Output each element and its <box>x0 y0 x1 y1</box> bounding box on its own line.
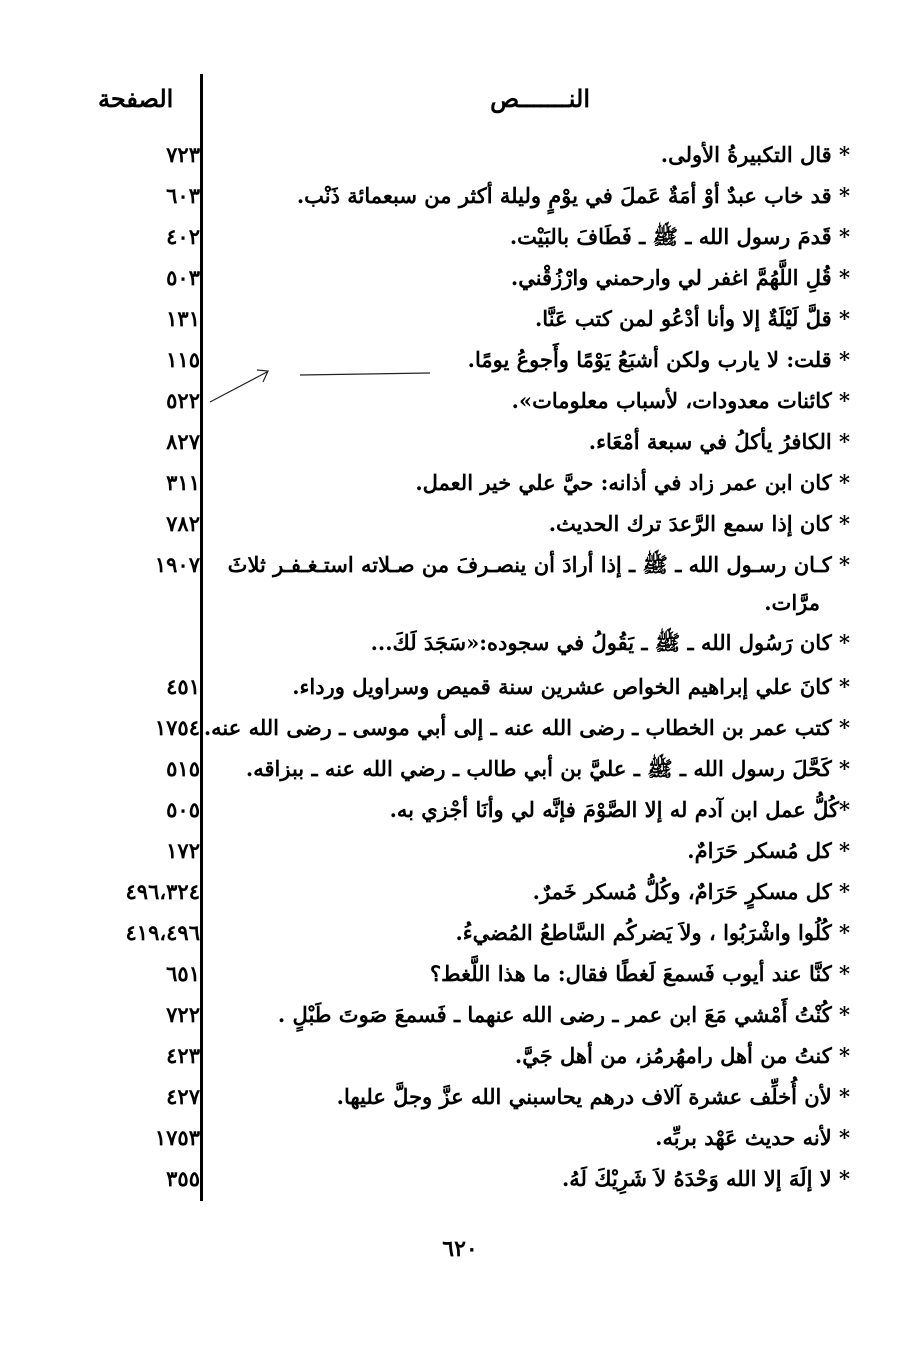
entry-text: * كُلُوا واشْرَبُوا ، ولاَ يَضركُم السَّاطعُ المُضيءُ. <box>455 920 850 945</box>
entry-text: * قَدمَ رسول الله ـ ﷺ ـ فَطَافَ بالبَيْت. <box>509 224 850 249</box>
index-entry <box>0 468 920 508</box>
index-entry <box>0 140 920 180</box>
entry-text: * كان إذا سمع الرَّعدَ ترك الحديث. <box>548 511 850 536</box>
entry-text: * الكافرُ يأكلُ في سبعة أمْعَاء. <box>588 429 850 454</box>
entry-text: * كـان رسـول الله ـ ﷺ ـ إذا أرادَ أن ينصـرفَ من صـلاته استـغـفـر ثلاثَ <box>227 552 850 577</box>
index-entry <box>0 1041 920 1081</box>
entry-page: ١٧٢ <box>166 838 200 863</box>
entry-page: ٧٨٢ <box>166 511 200 536</box>
entry-text: * كان رَسُول الله ـ ﷺ ـ يَقُولُ في سجوده:«سَجَدَ لَكَ... <box>370 630 850 655</box>
entry-text: * كُنْتُ أَمْشي مَعَ ابن عمر ـ رضى الله عنهما ـ فَسمعَ صَوتَ طَبْلٍ . <box>277 1002 850 1027</box>
entry-page: ٦٥١ <box>166 961 200 986</box>
entry-page: ٤١٩،٤٩٦ <box>125 920 200 945</box>
index-entry <box>0 754 920 794</box>
index-entry <box>0 222 920 262</box>
entry-text: * لأنه حديث عَهْد بربِّه. <box>655 1125 850 1150</box>
entry-text: * كانَ علي إبراهيم الخواص عشرين سنة قميص وسراويل ورداء. <box>292 674 850 699</box>
index-entry <box>0 345 920 385</box>
handwritten-arrow-mark <box>205 360 445 410</box>
entry-text: * لا إلَهَ إلا الله وَحْدَهُ لاَ شَرِيْكَ لَهُ. <box>561 1166 850 1191</box>
entry-page: ٥١٥ <box>166 756 200 781</box>
index-entry <box>0 1123 920 1163</box>
index-entry <box>0 918 920 958</box>
entry-page: ٥٢٢ <box>166 388 200 413</box>
page-column-header: الصفحة <box>98 84 174 113</box>
index-entry <box>0 550 920 590</box>
index-entry <box>0 427 920 467</box>
entry-text: * كل مُسكر حَرَامٌ. <box>687 838 850 863</box>
entry-page: ١١٥ <box>166 347 200 372</box>
entry-page: ٤٥١ <box>166 674 200 699</box>
page-number: ٦٢٠ <box>442 1236 478 1262</box>
index-entry <box>0 628 920 668</box>
entry-continuation: مرَّات. <box>764 590 820 615</box>
entry-page: ٣١١ <box>166 470 200 495</box>
entry-text: * كل مسكرٍ حَرَامٌ، وكُلُّ مُسكر خَمرٌ. <box>532 879 850 904</box>
index-entry <box>0 1164 920 1204</box>
index-entry <box>0 836 920 876</box>
entry-text: * قلَّ لَيْلَةٌ إلا وأنا أدْعُو لمن كتب عَنَّا. <box>534 306 850 331</box>
index-entry <box>0 959 920 999</box>
index-entry <box>0 877 920 917</box>
entry-text: * قد خاب عبدٌ أوْ أمَةٌ عَملَ في يوْمٍ وليلة أكثر من سبعمائة ذَنْب. <box>296 183 850 208</box>
text-column-header: النـــــــص <box>490 84 590 113</box>
index-entry <box>0 181 920 221</box>
entry-text: * كَحَّلَ رسول الله ـ ﷺ ـ عليَّ بن أبي طالب ـ رضي الله عنه ـ ببزاقه. <box>245 756 850 781</box>
entry-page: ٤٠٢ <box>166 224 200 249</box>
index-entry <box>0 713 920 753</box>
entry-page: ٦٠٣ <box>166 183 200 208</box>
entry-text: * كنَّا عند أيوب فَسمعَ لَغطًا فقال: ما هذا اللَّغط؟ <box>430 961 850 986</box>
entry-text: * كان ابن عمر زاد في أذانه: حيَّ علي خير العمل. <box>415 470 850 495</box>
entry-page: ١٧٥٣ <box>154 1125 200 1150</box>
entry-text: * قلت: لا يارب ولكن أشبَعُ يَوْمًا وأَجوعُ يومًا. <box>467 347 850 372</box>
entry-page: ٤٢٧ <box>166 1084 200 1109</box>
index-entry <box>0 263 920 303</box>
entry-page: ٥٠٣ <box>166 265 200 290</box>
index-entry <box>0 672 920 712</box>
index-entry <box>0 304 920 344</box>
entry-page: ١٣١ <box>166 306 200 331</box>
entry-page: ٤٩٦،٣٢٤ <box>125 879 200 904</box>
entry-page: ١٩٠٧ <box>154 552 200 577</box>
entry-page: ٧٢٣ <box>166 142 200 167</box>
entry-text: * لأن أُخلِّف عشرة آلاف درهم يحاسبني الله عزَّ وجلَّ عليها. <box>336 1084 850 1109</box>
index-entry <box>0 509 920 549</box>
index-entry <box>0 386 920 426</box>
entry-text: *كُلُّ عمل ابن آدم له إلا الصَّوْمَ فإنَّه لي وأنَا أجْزي به. <box>389 797 850 822</box>
entry-text: * كائنات معدودات، لأسباب معلومات». <box>511 388 850 413</box>
entry-page: ٣٥٥ <box>166 1166 200 1191</box>
entry-page: ٨٢٧ <box>166 429 200 454</box>
entry-page: ٧٢٢ <box>166 1002 200 1027</box>
index-entry <box>0 1000 920 1040</box>
entry-page: ٤٢٣ <box>166 1043 200 1068</box>
entry-text: * قال التكبيرةُ الأولى. <box>660 142 850 167</box>
entry-text: * كنتُ من أهل رامهُرمُز، من أهل جَيَّ. <box>514 1043 850 1068</box>
entry-page: ٥٠٥ <box>166 797 200 822</box>
entry-text: * كتب عمر بن الخطاب ـ رضى الله عنه ـ إلى أبي موسى ـ رضى الله عنه. <box>203 715 850 740</box>
index-entry <box>0 1082 920 1122</box>
entry-text: * قُلِ اللَّهُمَّ اغفر لي وارحمني وارْزُقْني. <box>510 265 850 290</box>
index-entry <box>0 795 920 835</box>
entry-page: ١٧٥٤ <box>154 715 200 740</box>
